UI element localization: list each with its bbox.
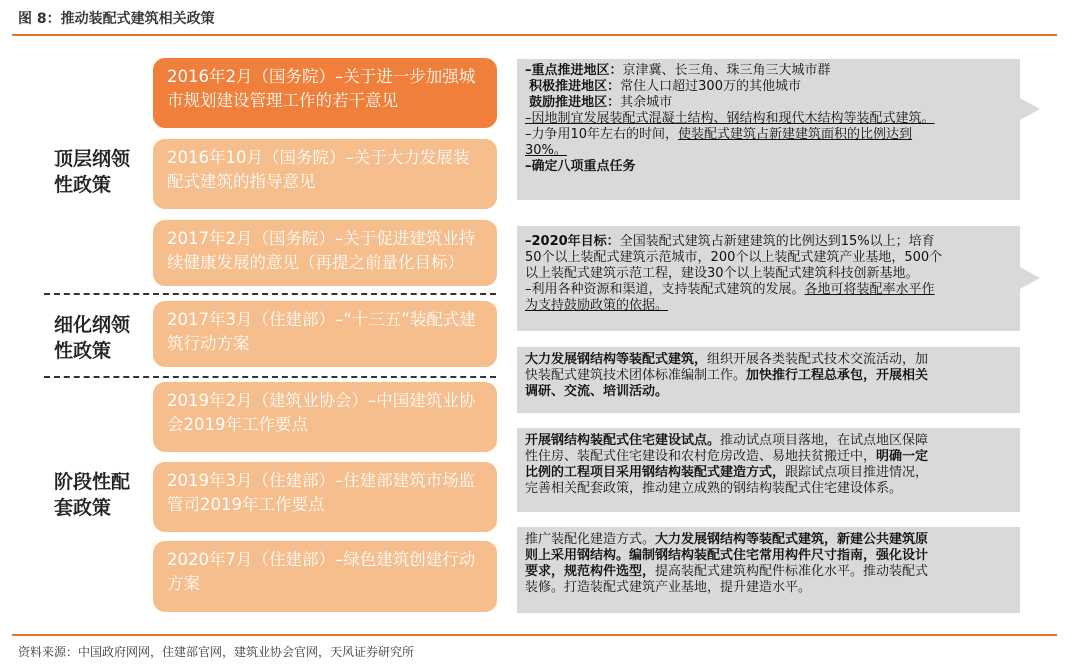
category-supporting: 阶段性配套政策 xyxy=(54,471,131,519)
top-rule xyxy=(12,34,1057,36)
policy-box-2017-02: 2017年2月（国务院）–关于促进建筑业持续健康发展的意见（再提之前量化目标） xyxy=(153,220,497,286)
category-top-level: 顶层纲领性政策 xyxy=(54,148,131,196)
bottom-rule xyxy=(12,634,1057,636)
figure-title: 图 8：推动装配式建筑相关政策 xyxy=(18,11,215,27)
category-refined: 细化纲领性政策 xyxy=(54,314,131,362)
note-box-3: 大力发展钢结构等装配式建筑，组织开展各类装配式技术交流活动，加 快装配式建筑技术团体标准编制工作。加快推行工程总承包，开展相关 调研、交流、培训活动。 xyxy=(517,347,1020,413)
policy-box-2016-10: 2016年10月（国务院）–关于大力发展装配式建筑的指导意见 xyxy=(153,139,497,209)
policy-box-2016-02: 2016年2月（国务院）–关于进一步加强城市规划建设管理工作的若干意见 xyxy=(153,58,497,128)
policy-box-2017-03: 2017年3月（住建部）–“十三五”装配式建筑行动方案 xyxy=(153,301,497,367)
policy-box-2019-02: 2019年2月（建筑业协会）–中国建筑业协会2019年工作要点 xyxy=(153,382,497,452)
note-box-5: 推广装配化建造方式。大力发展钢结构等装配式建筑，新建公共建筑原 则上采用钢结构。编制钢结构装配式住宅常用构件尺寸指南，强化设计 要求，规范构件选型，提高装配式建筑构配件标准化水平。推动装配式 装修。打造装配式建筑产业基地，提升建造水平。 xyxy=(517,527,1020,613)
policy-box-2020-07: 2020年7月（住建部）–绿色建筑创建行动方案 xyxy=(153,541,497,612)
source-note: 资料来源：中国政府网网，住建部官网，建筑业协会官网，天风证券研究所 xyxy=(18,645,415,659)
note-box-1: –重点推进地区：京津冀、长三角、珠三角三大城市群 积极推进地区：常住人口超过300万的其他城市 鼓励推进地区：其余城市 –因地制宜发展装配式混凝土结构、钢结构和现代木结构等装配式建筑。 –力争用10年左右的时间，使装配式建筑占新建建筑面积的比例达到 30%。 –确定八项重点任务 xyxy=(517,59,1020,200)
note-arrow-2 xyxy=(1020,267,1040,289)
note-box-4: 开展钢结构装配式住宅建设试点。推动试点项目落地，在试点地区保障 性住房、装配式住宅建设和农村危房改造、易地扶贫搬迁中，明确一定 比例的工程项目采用钢结构装配式建造方式，跟踪试点项目推进情况， 完善相关配套政策，推动建立成熟的钢结构装配式住宅建设体系。 xyxy=(517,428,1020,512)
policy-box-2019-03: 2019年3月（住建部）–住建部建筑市场监管司2019年工作要点 xyxy=(153,462,497,532)
note-arrow-1 xyxy=(1020,98,1040,120)
note-box-2: –2020年目标：全国装配式建筑占新建建筑的比例达到15%以上；培育 50个以上装配式建筑示范城市，200个以上装配式建筑产业基地，500个 以上装配式建筑示范工程，建设30个以上装配式建筑科技创新基地。 –利用各种资源和渠道，支持装配式建筑的发展。各地可将装配率水平作 为支持鼓励政策的依据。 xyxy=(517,226,1020,331)
divider-2 xyxy=(44,376,496,378)
divider-1 xyxy=(44,293,496,295)
